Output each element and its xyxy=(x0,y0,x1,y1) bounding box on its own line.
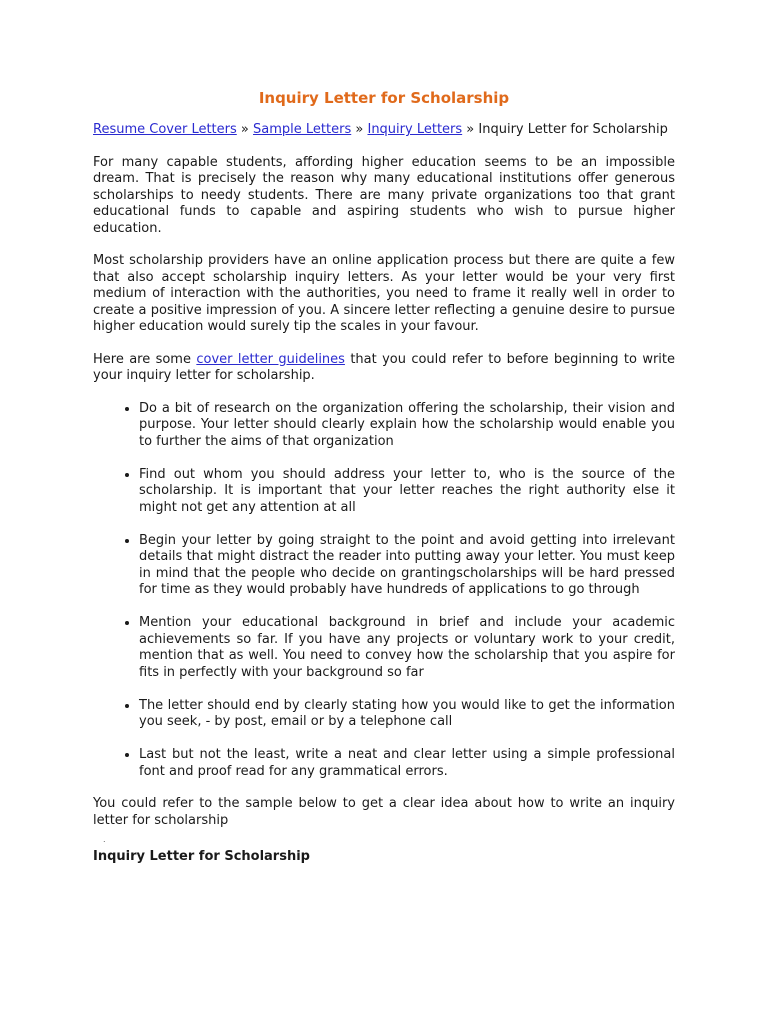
list-item: • Find out whom you should address your letter to, who is the source of the scholarship. It is important that your letter reaches the right authority else it might not get any attention at all xyxy=(139,467,675,517)
breadcrumb-separator: » xyxy=(355,122,364,137)
list-item: • The letter should end by clearly stating how you would like to get the information you seek, - by post, email or by a telephone call xyxy=(139,698,675,731)
page-title: Inquiry Letter for Scholarship xyxy=(258,89,510,107)
sample-subheading: Inquiry Letter for Scholarship xyxy=(93,849,310,864)
breadcrumb-separator: » xyxy=(466,122,475,137)
breadcrumb-link-inquiry-letters[interactable]: Inquiry Letters xyxy=(367,122,463,137)
stray-mark: . xyxy=(103,835,106,844)
breadcrumb-current: Inquiry Letter for Scholarship xyxy=(478,122,668,137)
list-item: • Mention your educational background in brief and include your academic achievements so far. If you have any projects or voluntary work to your credit, mention that as well. You need to convey how the scholarship that you aspire for fits in perfectly with your background so far xyxy=(139,615,675,681)
guidelines-list xyxy=(93,401,675,781)
list-item: • Last but not the least, write a neat and clear letter using a simple professional font and proof read for any grammatical errors. xyxy=(139,747,675,780)
guidelines-intro-after: that you could refer to before beginning to write your inquiry letter for scholarship. xyxy=(93,351,676,383)
breadcrumb-separator: » xyxy=(240,122,249,137)
document-page xyxy=(93,88,675,866)
guidelines-intro-paragraph xyxy=(93,352,675,385)
list-item: • Begin your letter by going straight to the point and avoid getting into irrelevant details that might distract the reader into putting away your letter. You must keep in mind that the people who decide on grantingscholarships will be hard pressed for time as they would probably have hundreds of applications to go through xyxy=(139,533,675,599)
breadcrumb-link-sample-letters[interactable]: Sample Letters xyxy=(253,122,352,137)
application-paragraph: Most scholarship providers have an online application process but there are quite a few that also accept scholarship inquiry letters. As your letter would be your very first medium of interaction with the authorities, you need to frame it really well in order to create a positive impression of you. A sincere letter reflecting a genuine desire to pursue higher education would surely tip the scales in your favour. xyxy=(93,253,675,334)
list-item: • Do a bit of research on the organization offering the scholarship, their vision and purpose. Your letter should clearly explain how the scholarship would enable you to further the aims of that organization xyxy=(139,401,675,451)
closing-paragraph: You could refer to the sample below to get a clear idea about how to write an inquiry letter for scholarship xyxy=(93,796,675,828)
guidelines-intro-before: Here are some xyxy=(93,351,197,367)
intro-paragraph: For many capable students, affording higher education seems to be an impossible dream. That is precisely the reason why many educational institutions offer generous scholarships to needy students. There are many private organizations too that grant educational funds to capable and aspiring students who wish to pursue higher education. xyxy=(93,154,675,236)
cover-letter-guidelines-link[interactable]: cover letter guidelines xyxy=(196,351,345,367)
breadcrumb-link-resume-cover-letters[interactable]: Resume Cover Letters xyxy=(93,122,237,137)
breadcrumb xyxy=(93,122,675,139)
